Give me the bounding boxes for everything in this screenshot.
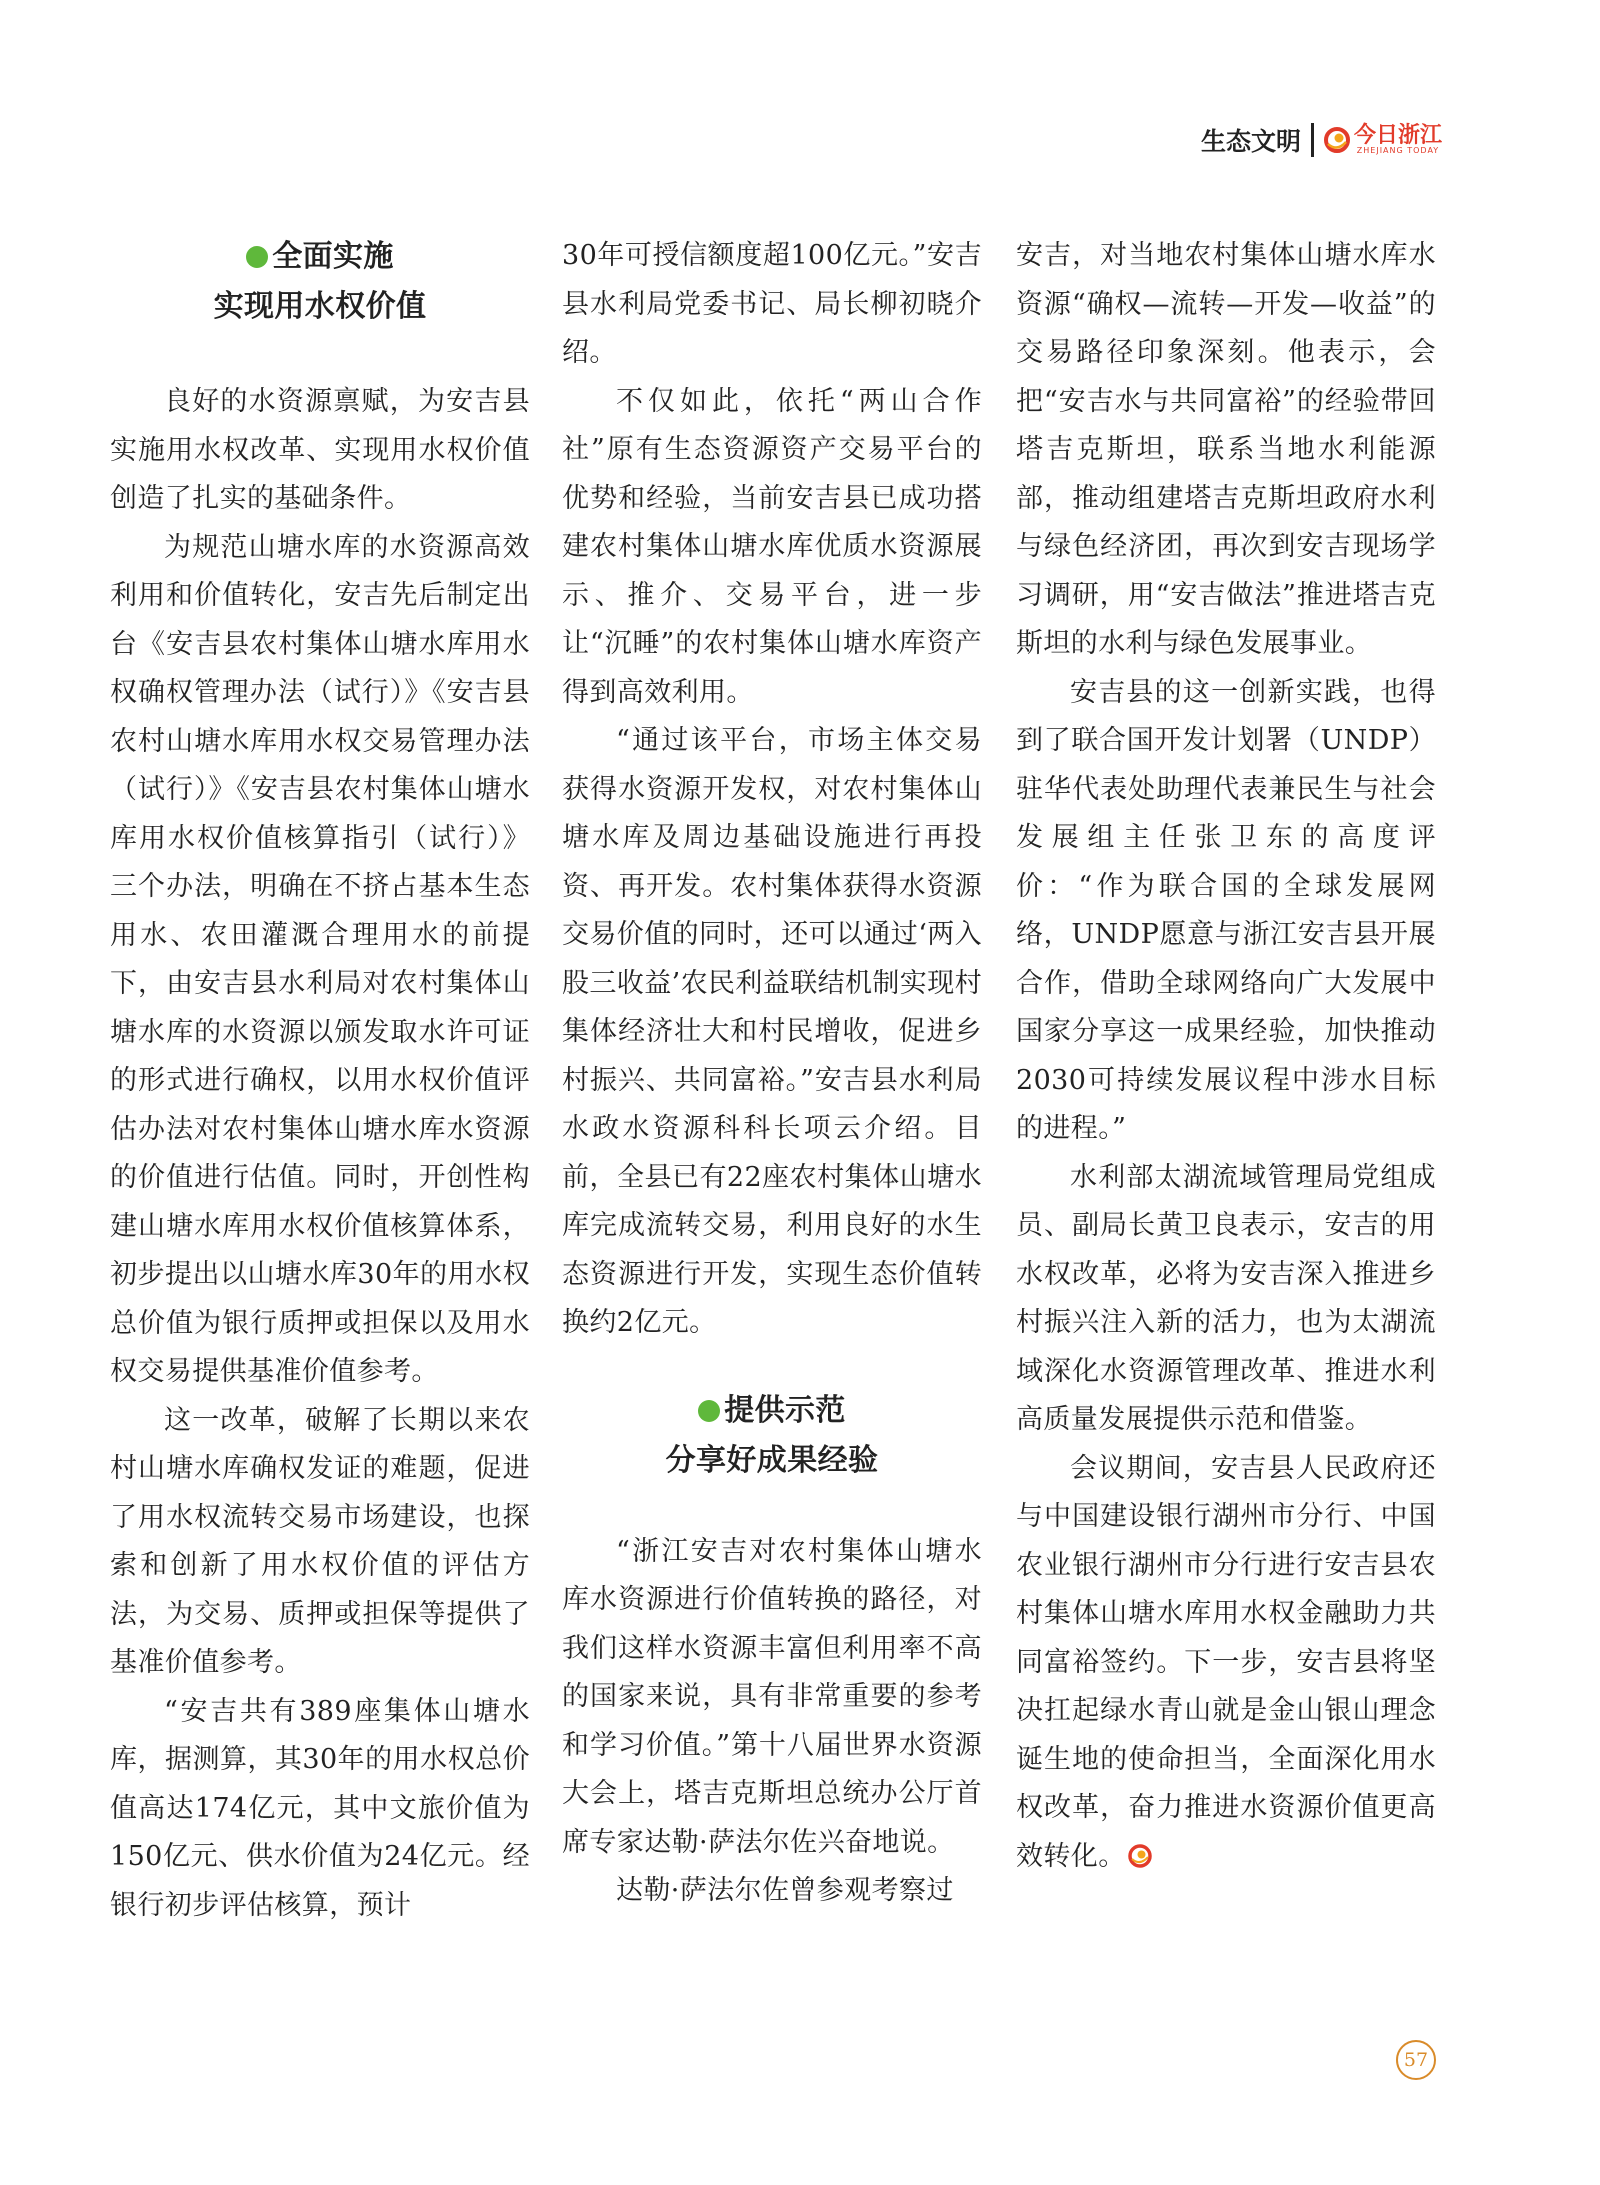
end-mark-icon	[1128, 1844, 1152, 1868]
logo-text-cn: 今日浙江	[1353, 123, 1442, 148]
paragraph-text: 会议期间，安吉县人民政府还与中国建设银行湖州市分行、中国农业银行湖州市分行进行安吉县农村集体山塘水库用水权金融助力共同富裕签约。下一步，安吉县将坚决扛起绿水青山就是金山银山理念诞生地的使命担当，全面深化用水权改革，奋力推进水资源价值更高效转化。	[1016, 1452, 1436, 1872]
magazine-logo	[1324, 125, 1442, 155]
heading-line-1: 提供示范	[724, 1392, 846, 1428]
section-heading-2	[562, 1386, 982, 1486]
paragraph: “浙江安吉对农村集体山塘水库水资源进行价值转换的路径，对我们这样水资源丰富但利用率不高的国家来说，具有非常重要的参考和学习价值。”第十八届世界水资源大会上，塔吉克斯坦总统办公厅首席专家达勒·萨法尔佐兴奋地说。	[562, 1535, 982, 1858]
paragraph-final	[1016, 1445, 1436, 1882]
heading-line-1: 全面实施	[272, 239, 394, 274]
paragraph: 水利部太湖流域管理局党组成员、副局长黄卫良表示，安吉的用水权改革，必将为安吉深入推进乡村振兴注入新的活力，也为太湖流域深化水资源管理改革、推进水利高质量发展提供示范和借鉴。	[1016, 1161, 1436, 1435]
paragraph: 良好的水资源禀赋，为安吉县实施用水权改革、实现用水权价值创造了扎实的基础条件。	[110, 386, 530, 514]
section-title: 生态文明	[1200, 127, 1301, 156]
paragraph: 这一改革，破解了长期以来农村山塘水库确权发证的难题，促进了用水权流转交易市场建设，也探索和创新了用水权价值的评估方法，为交易、质押或担保等提供了基准价值参考。	[110, 1404, 530, 1678]
section-heading-1	[110, 232, 530, 332]
heading-line-2: 实现用水权价值	[213, 289, 427, 324]
paragraph-continued: 安吉，对当地农村集体山塘水库水资源“确权—流转—开发—收益”的交易路径印象深刻。他表示，会把“安吉水与共同富裕”的经验带回塔吉克斯坦，联系当地水利能源部，推动组建塔吉克斯坦政府水利与绿色经济团，再次到安吉现场学习调研，用“安吉做法”推进塔吉克斯坦的水利与绿色发展事业。	[1016, 240, 1436, 659]
heading-line-2: 分享好成果经验	[665, 1442, 879, 1478]
green-dot-icon	[246, 246, 268, 268]
paragraph: 达勒·萨法尔佐曾参观考察过	[616, 1875, 954, 1906]
page-header	[1201, 118, 1442, 162]
column-3	[1016, 232, 1436, 1881]
paragraph: “通过该平台，市场主体交易获得水资源开发权，对农村集体山塘水库及周边基础设施进行再投资、再开发。农村集体获得水资源交易价值的同时，还可以通过‘两入股三收益’农民利益联结机制实现村集体经济壮大和村民增收，促进乡村振兴、共同富裕。”安吉县水利局水政水资源科科长项云介绍。目前，全县已有22座农村集体山塘水库完成流转交易，利用良好的水生态资源进行开发，实现生态价值转换约2亿元。	[562, 725, 982, 1338]
paragraph: 安吉县的这一创新实践，也得到了联合国开发计划署（UNDP）驻华代表处助理代表兼民生与社会发展组主任张卫东的高度评价：“作为联合国的全球发展网络，UNDP愿意与浙江安吉县开展合作，借助全球网络向广大发展中国家分享这一成果经验，加快推动2030可持续发展议程中涉水目标的进程。”	[1016, 676, 1436, 1144]
paragraph: “安吉共有389座集体山塘水库，据测算，其30年的用水权总价值高达174亿元，其中文旅价值为150亿元、供水价值为24亿元。经银行初步评估核算，预计	[110, 1695, 530, 1921]
logo-text-en: ZHEJIANG TODAY	[1356, 146, 1440, 155]
logo-swirl-icon	[1324, 127, 1350, 153]
green-dot-icon	[698, 1400, 720, 1422]
column-1	[110, 232, 530, 1930]
paragraph-continued: 30年可授信额度超100亿元。”安吉县水利局党委书记、局长柳初晓介绍。	[562, 240, 982, 368]
paragraph: 不仅如此，依托“两山合作社”原有生态资源资产交易平台的优势和经验，当前安吉县已成功搭建农村集体山塘水库优质水资源展示、推介、交易平台，进一步让“沉睡”的农村集体山塘水库资产得到高效利用。	[562, 385, 982, 708]
page-number: 57	[1396, 2040, 1436, 2080]
paragraph: 为规范山塘水库的水资源高效利用和价值转化，安吉先后制定出台《安吉县农村集体山塘水库用水权确权管理办法（试行）》《安吉县农村山塘水库用水权交易管理办法（试行）》《安吉县农村集体山塘水库用水权价值核算指引（试行）》三个办法，明确在不挤占基本生态用水、农田灌溉合理用水的前提下，由安吉县水利局对农村集体山塘水库的水资源以颁发取水许可证的形式进行确权，以用水权价值评估办法对农村集体山塘水库水资源的价值进行估值。同时，开创性构建山塘水库用水权价值核算体系，初步提出以山塘水库30年的用水权总价值为银行质押或担保以及用水权交易提供基准价值参考。	[110, 531, 530, 1387]
header-divider	[1311, 123, 1314, 157]
column-2	[562, 232, 982, 1916]
